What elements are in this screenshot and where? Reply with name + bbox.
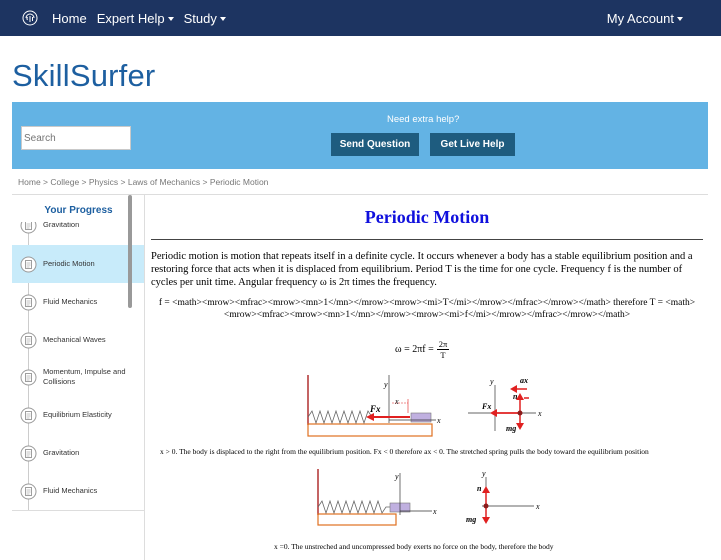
intro-paragraph: Periodic motion is motion that repeats itself in a definite cycle. It occurs whenever a body has a stable equilibrium position and a restoring force that acts when it is displaced from equilibrium. Period T is the time for one cycle. Frequency f is the number of cycles per unit time. Angular frequency ω is 2π times the frequency.: [151, 251, 693, 288]
acceleration-ax-label: ax: [520, 376, 528, 385]
page-title: Periodic Motion: [364, 207, 490, 227]
axis-y-label: y: [490, 377, 494, 386]
help-banner: [12, 102, 708, 169]
axis-x-marker-label: x: [395, 397, 399, 406]
sidebar-scrollbar[interactable]: [128, 195, 132, 308]
axis-x-label: x: [433, 507, 437, 516]
axis-y-label: y: [384, 380, 388, 389]
progress-item-gravitation[interactable]: [12, 222, 145, 244]
progress-sidebar: [12, 195, 145, 560]
progress-item-label: Fluid Mechanics: [43, 486, 98, 496]
progress-item-equilibrium-elasticity[interactable]: [12, 396, 145, 434]
spring-relaxed-figure: [314, 467, 439, 529]
nav-expert-help-menu[interactable]: [97, 11, 174, 26]
progress-item-label: Fluid Mechanics: [43, 297, 98, 307]
omega-fraction: [437, 339, 450, 360]
title-divider: [151, 239, 703, 240]
document-icon: [20, 445, 37, 462]
force-fx-label: Fx: [370, 404, 381, 414]
axis-x-label: x: [437, 416, 441, 425]
progress-item-mechanical-waves[interactable]: [12, 321, 145, 359]
weight-mg-label: mg: [466, 515, 477, 524]
nav-account-menu[interactable]: [607, 11, 683, 26]
main-content: [146, 195, 708, 560]
axis-x-label: x: [536, 502, 540, 511]
progress-item-gravitation-2[interactable]: [12, 434, 145, 472]
progress-item-fluid-mechanics-2[interactable]: [12, 472, 145, 510]
nav-expert-help-label: Expert Help: [96, 10, 165, 26]
free-body-diagram-2: [464, 467, 546, 529]
progress-item-momentum[interactable]: [12, 358, 145, 396]
document-icon: [20, 407, 37, 424]
progress-item-fluid-mechanics[interactable]: [12, 283, 145, 321]
document-icon: [20, 332, 37, 349]
weight-mg-label: mg: [506, 424, 517, 433]
omega-denominator: T: [440, 350, 446, 360]
omega-numerator: 2π: [438, 339, 448, 349]
omega-lhs: ω = 2πf =: [395, 344, 434, 355]
progress-item-label: Mechanical Waves: [43, 335, 106, 345]
breadcrumb[interactable]: Home > College > Physics > Laws of Mechanics > Periodic Motion: [18, 177, 269, 187]
progress-item-label: Gravitation: [43, 222, 80, 230]
nav-study-label: Study: [183, 10, 217, 26]
angular-frequency-formula: [395, 339, 449, 360]
sidebar-title: Your Progress: [44, 205, 113, 216]
progress-item-label: Periodic Motion: [43, 259, 95, 269]
need-help-text: Need extra help?: [387, 114, 460, 125]
document-icon: [20, 294, 37, 311]
nav-account-label: My Account: [606, 11, 674, 26]
axis-x-label: x: [538, 409, 542, 418]
axis-y-label: y: [482, 469, 486, 478]
send-question-button[interactable]: Send Question: [331, 133, 419, 156]
chevron-down-icon: [677, 17, 683, 21]
progress-item-label: Equilibrium Elasticity: [43, 410, 112, 420]
nav-study-menu[interactable]: [184, 11, 226, 26]
progress-item-label: Gravitation: [43, 448, 80, 458]
document-icon: [20, 256, 37, 273]
force-fx-label: Fx: [482, 402, 492, 411]
sidebar-bottom-divider: [12, 510, 145, 511]
brand-title[interactable]: SkillSurfer: [12, 58, 156, 93]
normal-force-n-label: n: [477, 484, 482, 493]
figure-caption-2: x =0. The unstreched and uncompressed body exerts no force on the body, therefore the body: [274, 542, 554, 551]
free-body-diagram-1: [464, 373, 546, 438]
spring-stretched-figure: [304, 373, 444, 438]
search-input[interactable]: [21, 126, 131, 150]
progress-item-periodic-motion[interactable]: [12, 245, 145, 283]
frequency-formula-text: f = <math><mrow><mfrac><mrow><mn>1</mn></mrow><mrow><mi>T</mi></mrow></mfrac></mrow></math> therefore T = <math><mrow><mfrac><mrow><mn>1</mn></mrow><mrow><mi>f</mi></mrow></mfrac></mrow></math>: [158, 298, 696, 320]
normal-force-n-label: n: [513, 392, 518, 401]
fingerprint-logo-icon[interactable]: [22, 10, 38, 26]
chevron-down-icon: [220, 17, 226, 21]
get-live-help-button[interactable]: Get Live Help: [430, 133, 515, 156]
progress-item-label: Momentum, Impulse and Collisions: [43, 367, 126, 386]
progress-list: [12, 222, 145, 510]
axis-y-label: y: [395, 472, 399, 481]
chevron-down-icon: [168, 17, 174, 21]
top-navbar: [0, 0, 721, 36]
document-icon: [20, 369, 37, 386]
document-icon: [20, 483, 37, 500]
nav-home-link[interactable]: Home: [52, 10, 87, 26]
figure-caption-1: x > 0. The body is displaced to the right from the equilibrium position. Fx < 0 therefore ax < 0. The stretched spring pulls the body toward the equilibrium position: [160, 447, 649, 456]
document-icon: [20, 222, 37, 234]
